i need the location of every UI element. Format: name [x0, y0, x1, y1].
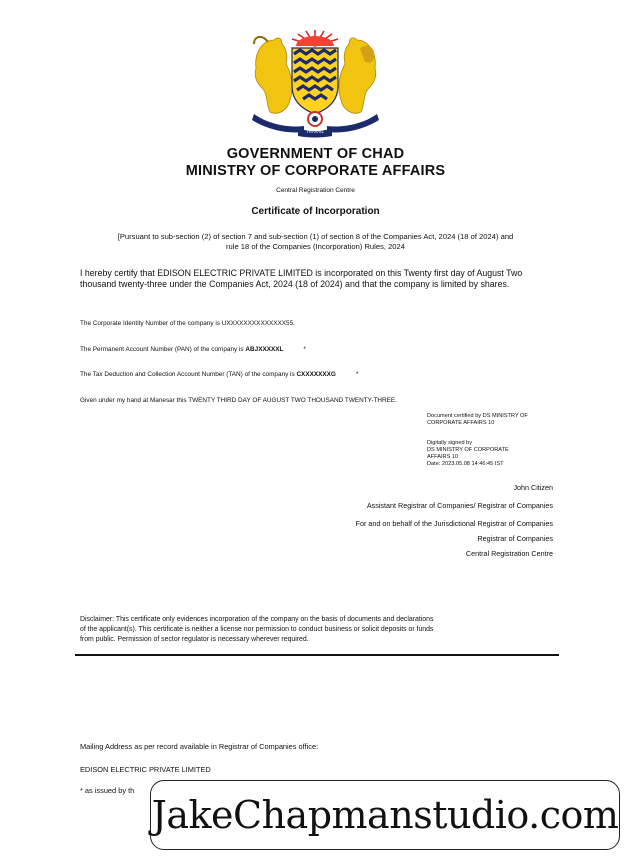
digitally-signed-2: DS MINISTRY OF CORPORATE — [427, 447, 509, 453]
tan-value: CXXXXXXXG — [296, 371, 336, 378]
signatory-role-2: For and on behalf of the Jurisdictional Registrar of Companies — [355, 519, 553, 528]
doc-certified-1: Document certified by DS MINISTRY OF — [427, 413, 528, 419]
digitally-signed-1: Digitally signed by — [427, 440, 473, 446]
law-line-1: [Pursuant to sub-section (2) of section 7 and sub-section (1) of section 8 of the Companies Act, 2024 (18 of 2024) and — [117, 232, 514, 241]
pan-value: ABJXXXXXL — [245, 346, 284, 353]
tan-asterisk: * — [355, 371, 359, 378]
disclaimer-line-2: of the applicant(s). This certificate is neither a license nor permission to conduct business or solicit deposits or funds — [80, 626, 434, 633]
digitally-signed-3: AFFAIRS 10 — [427, 454, 459, 460]
pan-asterisk: * — [303, 346, 306, 353]
cin-line: The Corporate Identity Number of the company is UXXXXXXXXXXXXXX55. — [80, 320, 295, 327]
disclaimer-line-1: Disclaimer: This certificate only evidences incorporation of the company on the basis of documents and declarations — [80, 616, 434, 623]
certification-paragraph: I hereby certify that EDISON ELECTRIC PRIVATE LIMITED is incorporated on this Twenty first day of August Two thousand twenty-three under the Companies Act, 2024 (18 of 2024) and that the company is limited by shares. — [80, 268, 523, 289]
signatory-role-3: Registrar of Companies — [477, 534, 553, 543]
signatory-name: John Citizen — [513, 483, 553, 492]
registration-centre: Central Registration Centre — [276, 187, 355, 194]
motto-unite: UNITÉ — [266, 116, 282, 125]
motto-travail: TRAVAIL — [305, 129, 325, 134]
pan-line — [80, 346, 306, 353]
chad-coat-of-arms-icon — [248, 28, 383, 138]
disclaimer-line-3: from public. Permission of sector regulator is necessary wherever required. — [80, 636, 309, 643]
ministry-title: MINISTRY OF CORPORATE AFFAIRS — [185, 163, 446, 179]
issued-note: * as issued by th — [80, 786, 135, 795]
pan-label: The Permanent Account Number (PAN) of the company is — [80, 346, 246, 353]
law-line-2: rule 18 of the Companies (Incorporation) Rules, 2024 — [226, 242, 405, 251]
divider — [75, 654, 559, 656]
mailing-label: Mailing Address as per record available in Registrar of Companies office: — [80, 742, 319, 751]
tan-label: The Tax Deduction and Collection Account Number (TAN) of the company is — [80, 371, 297, 378]
tan-line — [80, 371, 358, 378]
watermark-box — [150, 780, 620, 850]
signatory-role-4: Central Registration Centre — [465, 549, 553, 558]
certificate-title: Certificate of Incorporation — [251, 206, 380, 217]
government-title: GOVERNMENT OF CHAD — [226, 146, 405, 162]
watermark-text: JakeChapmanstudio.com — [151, 793, 619, 837]
doc-certified-2: CORPORATE AFFAIRS 10 — [427, 420, 495, 426]
mailing-company: EDISON ELECTRIC PRIVATE LIMITED — [80, 765, 211, 774]
motto-progres: PROGRÈS — [344, 115, 368, 126]
digitally-signed-date: Date: 2023.05.08 14:46:45 IST — [427, 461, 504, 467]
signatory-role-1: Assistant Registrar of Companies/ Registrar of Companies — [366, 501, 553, 510]
given-line: Given under my hand at Manesar this TWENTY THIRD DAY OF AUGUST TWO THOUSAND TWENTY-THREE. — [80, 397, 397, 404]
